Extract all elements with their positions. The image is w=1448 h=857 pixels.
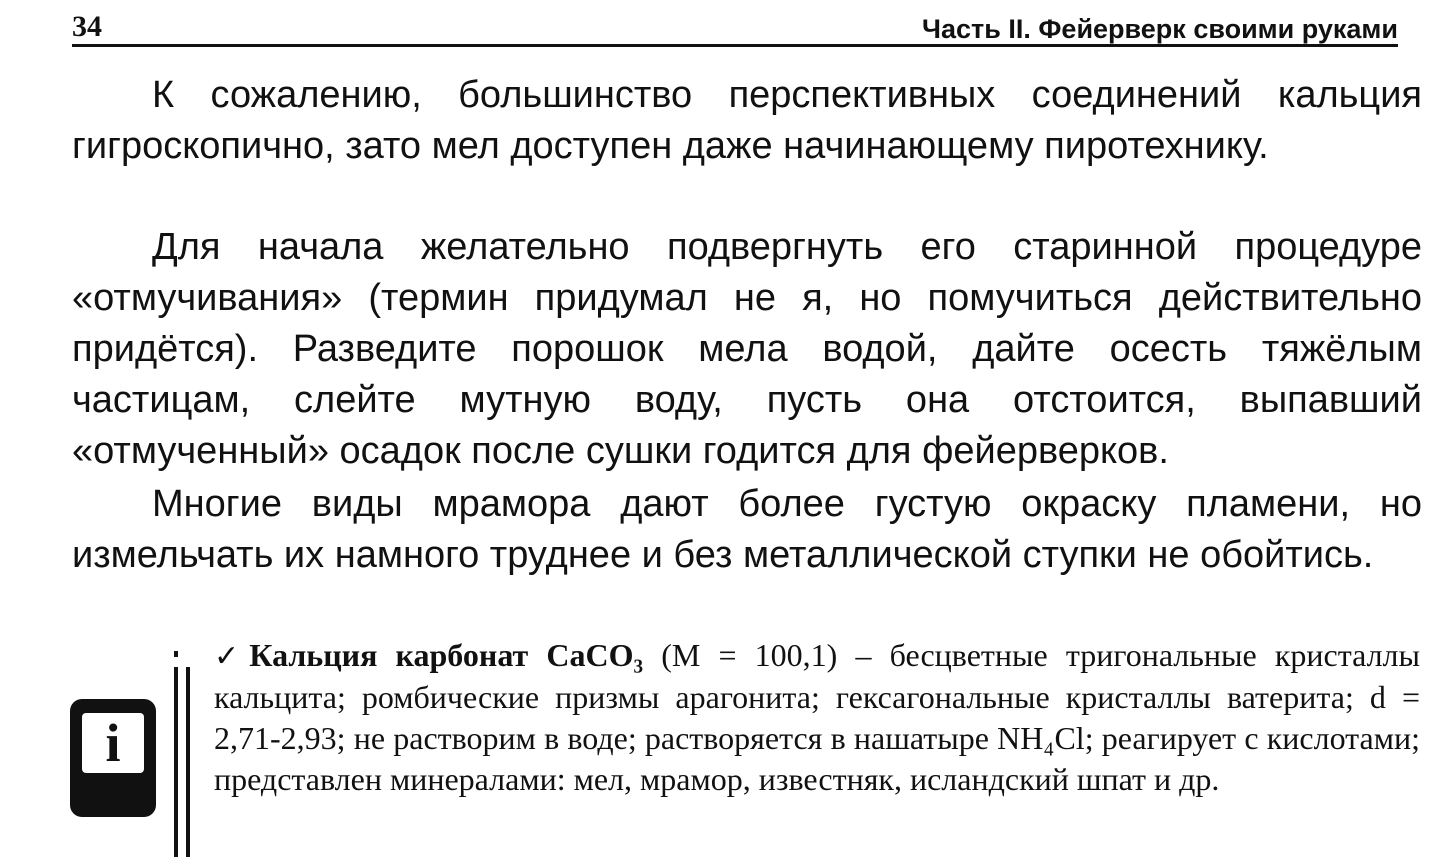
info-icon-letter: i <box>82 713 144 773</box>
page-header <box>72 10 1398 47</box>
margin-rule <box>186 667 190 857</box>
margin-rule <box>174 667 178 857</box>
info-text <box>214 635 1420 800</box>
info-icon <box>70 699 156 817</box>
check-icon: ✓ <box>214 639 250 674</box>
paragraph: К сожалению, большинство перспективных соединений кальция гигроскопично, зато мел доступен даже начинающему пиротехнику. <box>72 74 1422 167</box>
info-term: Кальция карбонат CaCO₃ <box>249 637 644 673</box>
paragraph: Многие виды мрамора дают более густую окраску пламени, но измельчать их намного труднее и без металлической ступки не обойтись. <box>72 483 1422 576</box>
margin-rule <box>174 651 178 657</box>
page-number: 34 <box>72 10 102 43</box>
info-description: (M = 100,1) – бесцветные тригональные кристаллы кальцита; ромбические призмы арагонита; гексагональные кристаллы ватерита; d = 2,71-2,93; не растворим в воде; растворяется в нашатыре NH₄Cl; реагирует с кислотами; представлен минералами: мел, мрамор, известняк, исландский шпат и др. <box>214 637 1421 797</box>
paragraph: Для начала желательно подвергнуть его старинной процедуре «отмучивания» (термин придумал не я, но помучиться действительно придётся). Разведите порошок мела водой, дайте осесть тяжёлым частицам, слейте мутную воду, пусть она отстоится, выпавший «отмученный» осадок после сушки годится для фейерверков. <box>72 226 1422 472</box>
info-block <box>70 635 1430 839</box>
running-title: Часть II. Фейерверк своими руками <box>922 14 1398 44</box>
